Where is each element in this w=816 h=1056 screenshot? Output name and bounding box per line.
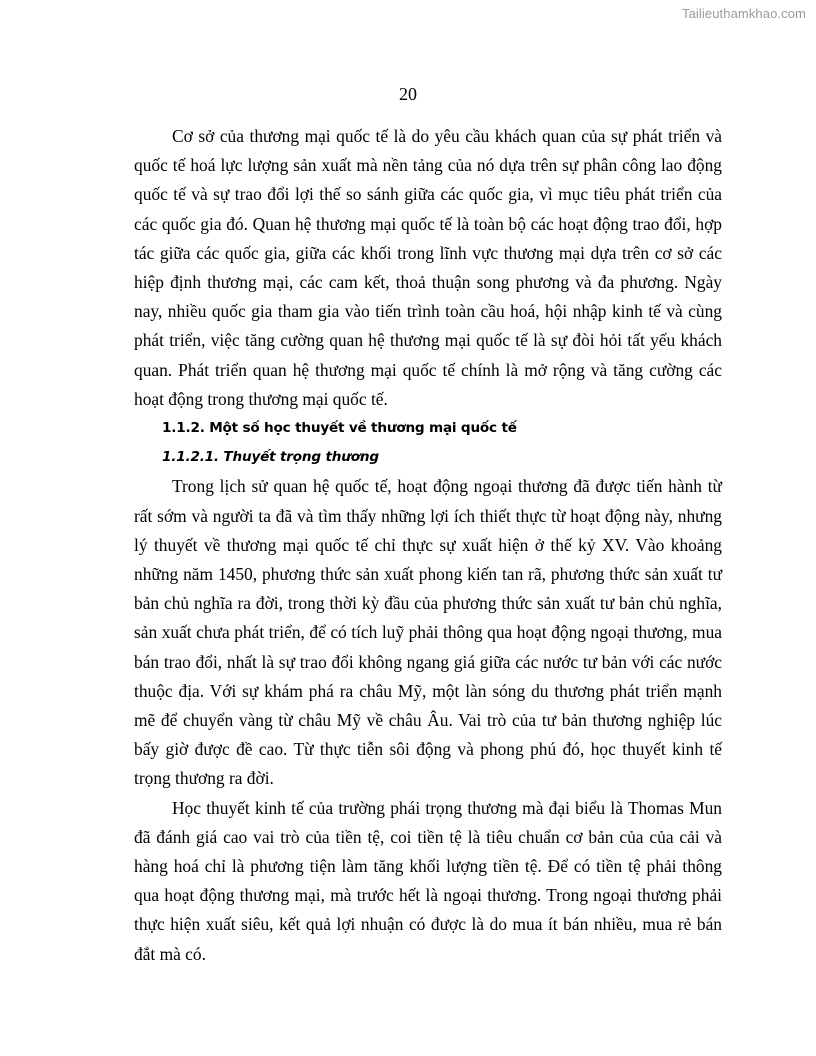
page-number: 20 bbox=[399, 84, 417, 104]
paragraph-mercantilism: Học thuyết kinh tế của trường phái trọng thương mà đại biểu là Thomas Mun đã đánh giá cao vai trò của tiền tệ, coi tiền tệ là tiêu chuẩn cơ bản của của cải và hàng hoá chỉ là phương tiện làm tăng khối lượng tiền tệ. Để có tiền tệ phải thông qua hoạt động thương mại, mà trước hết là ngoại thương. Trong ngoại thương phải thực hiện xuất siêu, kết quả lợi nhuận có được là do mua ít bán nhiều, mua rẻ bán đắt mà có. bbox=[134, 797, 722, 964]
paragraph-intro: Cơ sở của thương mại quốc tế là do yêu cầu khách quan của sự phát triển và quốc tế hoá lực lượng sản xuất mà nền tảng của nó dựa trên sự phân công lao động quốc tế và sự trao đổi lợi thế so sánh giữa các quốc gia, vì mục tiêu phát triển của các quốc gia đó. Quan hệ thương mại quốc tế là toàn bộ các hoạt động trao đổi, hợp tác giữa các quốc gia, giữa các khối trong lĩnh vực thương mại dựa trên cơ sở các hiệp định thương mại, các cam kết, thoả thuận song phương và đa phương. Ngày nay, nhiều quốc gia tham gia vào tiến trình toàn cầu hoá, hội nhập kinh tế và cùng phát triển, việc tăng cường quan hệ thương mại quốc tế là sự đòi hỏi tất yếu khách quan. Phát triển quan hệ thương mại quốc tế chính là mở rộng và tăng cường các hoạt động trong thương mại quốc tế. bbox=[134, 126, 722, 409]
document-body bbox=[134, 122, 722, 969]
paragraph-history: Trong lịch sử quan hệ quốc tế, hoạt động ngoại thương đã được tiến hành từ rất sớm và người ta đã và tìm thấy những lợi ích thiết thực từ hoạt động này, nhưng lý thuyết về thương mại quốc tế chỉ thực sự xuất hiện ở thế kỷ XV. Vào khoảng những năm 1450, phương thức sản xuất phong kiến tan rã, phương thức sản xuất tư bản chủ nghĩa ra đời, trong thời kỳ đầu của phương thức sản xuất tư bản chủ nghĩa, sản xuất chưa phát triển, để có tích luỹ phải thông qua hoạt động ngoại thương, mua bán trao đổi, nhất là sự trao đổi không ngang giá giữa các nước tư bản với các nước thuộc địa. Với sự khám phá ra châu Mỹ, một làn sóng du thương phát triển mạnh mẽ để chuyển vàng từ châu Mỹ về châu Âu. Vai trò của tư bản thương nghiệp lúc bấy giờ được đề cao. Từ thực tiễn sôi động và phong phú đó, học thuyết kinh tế trọng thương ra đời. bbox=[134, 476, 722, 789]
watermark: Tailieuthamkhao.com bbox=[681, 6, 806, 21]
subsection-heading: 1.1.2.1. Thuyết trọng thương bbox=[162, 449, 379, 466]
section-heading: 1.1.2. Một số học thuyết về thương mại quốc tế bbox=[162, 420, 517, 437]
